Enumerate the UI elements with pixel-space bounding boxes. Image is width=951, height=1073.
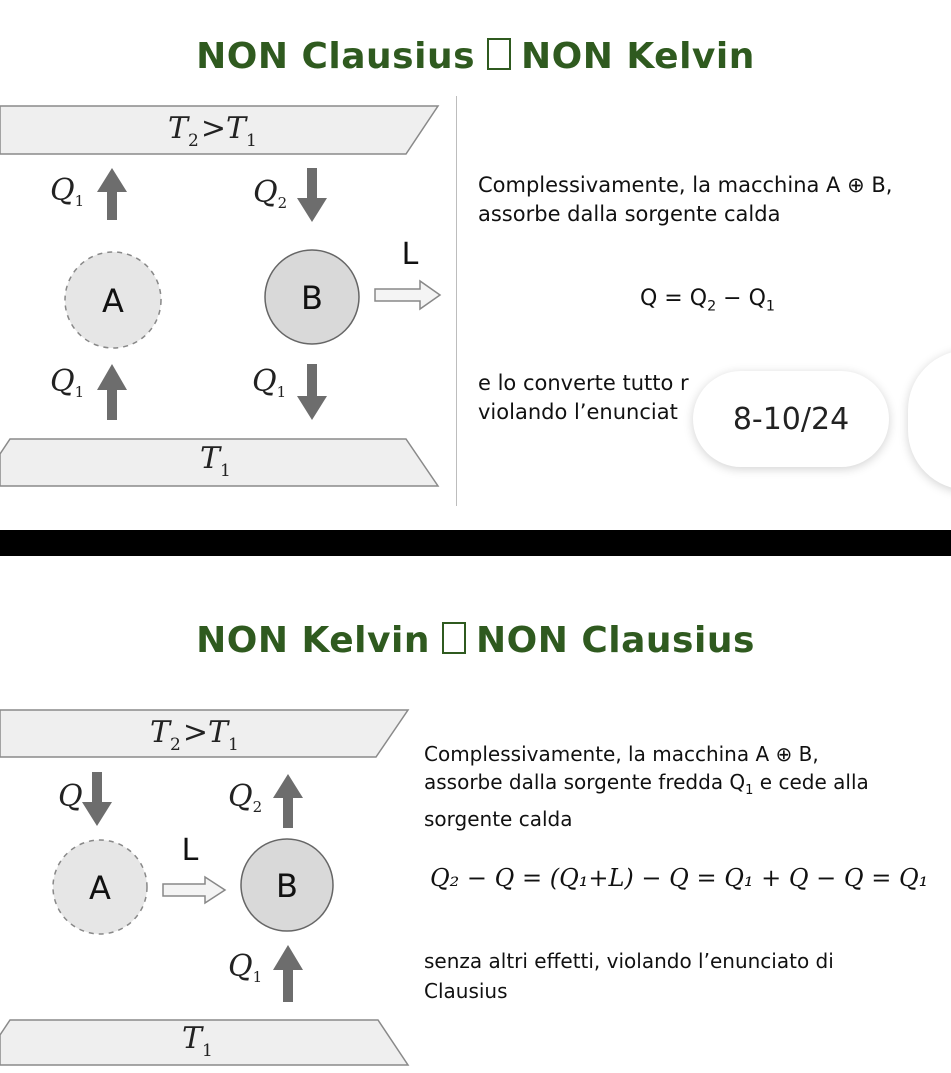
svg-text:Q1: $Q_1$ <box>50 173 85 210</box>
hot-label: T <box>168 111 189 146</box>
work-label: L <box>181 833 199 868</box>
svg-text:T1: $T_1$ <box>182 1021 213 1061</box>
svg-text:T1: $T_1$ <box>200 441 231 481</box>
section2-diagram <box>0 700 420 1073</box>
cold-label: T <box>200 441 221 476</box>
missing-glyph-box <box>442 622 466 654</box>
down-arrow-icon <box>297 168 327 222</box>
up-arrow-icon <box>97 168 127 220</box>
svg-text:Q1: $Q_1$ <box>228 949 263 986</box>
q2-label: Q <box>253 175 278 210</box>
section1-diagram <box>0 96 456 506</box>
hot-label: T <box>150 715 171 750</box>
svg-text:B: B <box>301 279 323 317</box>
svg-text:Q1: $Q_1$ <box>252 364 287 401</box>
section1-text1: Complessivamente, la macchina A ⊕ B, assorbe dalla sorgente calda <box>478 173 893 226</box>
divider <box>456 96 457 506</box>
title-right: NON Clausius <box>475 620 755 661</box>
title-right: NON Kelvin <box>521 36 755 77</box>
right-arrow-icon <box>375 281 440 309</box>
missing-glyph-box <box>487 38 511 70</box>
section2-text1: Complessivamente, la macchina A ⊕ B, assorbe dalla sorgente fredda $Q_1$ e cede alla sorgente calda <box>424 742 869 831</box>
section2-title <box>0 620 951 661</box>
svg-text:A: A <box>89 869 111 907</box>
up-arrow-icon <box>273 774 303 828</box>
svg-text:Q1: $Q_1$ <box>50 364 85 401</box>
q1-label: Q <box>50 173 75 208</box>
down-arrow-icon <box>82 772 112 826</box>
section2-text2: senza altri effetti, violando l’enunciato di Clausius <box>424 949 834 1003</box>
right-arrow-icon <box>163 877 225 903</box>
q2-label: Q <box>228 779 253 814</box>
q1-label: Q <box>228 949 253 984</box>
svg-text:Q2: $Q_2$ <box>228 779 263 816</box>
svg-text:T2>T1: $T_2>T_1$ <box>150 715 239 755</box>
section2-formula: Q₂ − Q = (Q₁+L) − Q = Q₁ + Q − Q = Q₁ <box>430 864 929 892</box>
title-left: NON Clausius <box>196 36 476 77</box>
section1-text2: e lo converte tutto r violando l’enunciat <box>478 371 689 424</box>
svg-text:A: A <box>102 282 124 320</box>
up-arrow-icon <box>273 945 303 1002</box>
section1-title <box>0 36 951 77</box>
q-label: Q <box>58 779 83 814</box>
page-indicator[interactable]: 8-10/24 <box>693 371 889 467</box>
work-label: L <box>401 237 419 272</box>
next-page-button[interactable] <box>908 350 951 490</box>
up-arrow-icon <box>97 364 127 420</box>
cold-label: T <box>182 1021 203 1056</box>
section1-formula: $Q = Q_2 - Q_1$ <box>640 286 776 315</box>
svg-text:B: B <box>276 867 298 905</box>
title-left: NON Kelvin <box>196 620 430 661</box>
svg-text:T2>T1: $T_2>T_1$ <box>168 111 257 151</box>
separator-bar <box>0 530 951 556</box>
svg-text:Q2: $Q_2$ <box>253 175 288 212</box>
down-arrow-icon <box>297 364 327 420</box>
